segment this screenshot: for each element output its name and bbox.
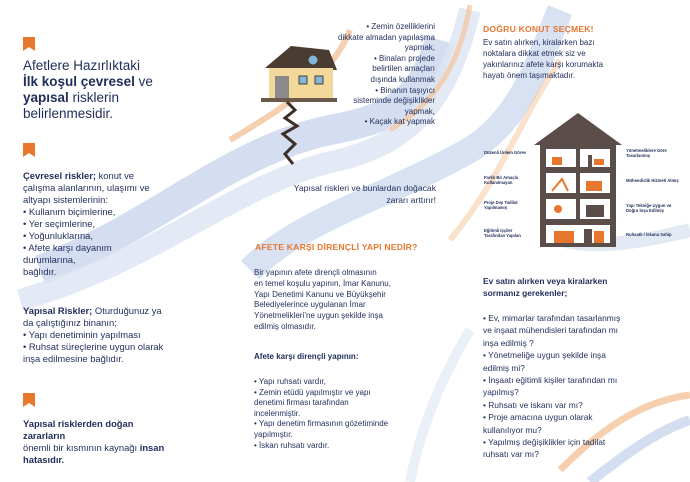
list-item: • Zemin özelliklerini [366,22,435,31]
list-item: • Kaçak kat yapmak [364,117,435,127]
graphic-label: Eğitimli İşçiler Tarafından Yapılan [484,228,521,238]
list-item: • Yer seçimlerine, [23,218,96,229]
list-item: yapılmış? [483,387,519,398]
list-item: • Yoğunluklarına, [23,230,94,241]
list-item: • İskan ruhsatı vardır. [254,440,330,450]
choose-text: Ev satın alırken, kiralarken bazı noktalara dikkat etmek siz ve yakınlarınız afete karşı korumakta hayatı önem taşımaktadır. [483,38,604,80]
list-item: yapmak, [404,43,435,53]
questions-list [483,312,683,461]
list-item: durumlarına, [23,254,76,265]
list-item: • Ev, mimarlar tarafından tasarlanmış [483,313,621,323]
list-item: • Yapı denetim firmasının gözetiminde [254,419,389,429]
bookmark-icon [23,143,35,157]
building-list [254,377,444,451]
list-item: • Ruhsatı ve iskanı var mı? [483,399,583,410]
graphic-label: Yapı Tekniğe Uygun ve Doğru İnşa Edilmiş [626,203,672,213]
damage-origin: Yapısal risklerden doğan zararların önemli bir kısmının kaynağı insan hatasıdır. [23,418,165,465]
graphic-label: Ruhsatlı / İskana Sahip [626,232,672,237]
list-item: denetimi firması tarafından [254,398,349,408]
building-heading: Afete karşı dirençli yapının: [254,352,359,361]
list-item: inşa edilmiş ? [483,337,534,348]
list-item: inşa edilmesine bağlıdır. [23,353,124,364]
graphic-label: Mühendislik Hizmeti Almış [626,178,679,183]
resistant-text: Bir yapının afete dirençli olmasının en temel koşulu yapının, İmar Kanunu, Yapı Denetimi Kanunu ve Büyükşehir Belediyelerince uygulanan İmar Yönetmelikleri’ne uygun şekilde inşa edilmiş olmasıdır. [254,268,391,331]
list-item: yapılmıştır. [254,429,293,439]
list-item: • Binaları projede [373,53,435,63]
list-item: ve inşaat mühendisleri tarafından mı [483,325,619,336]
list-item: • Yapı denetiminin yapılması [23,329,141,340]
structural-risks: Yapısal Riskler; Oturduğunuz ya da çalıştığınız binanın; • Yapı denetiminin yapılması • Ruhsat süreçlerine uygun olarak inşa edilmesine bağlıdır. [23,305,208,365]
list-item: • Binanın taşıyıcı [375,85,435,95]
structural-issues-list [295,22,435,128]
list-item: bağlıdır. [23,266,57,277]
building-illustration [528,105,628,255]
bookmark-icon [23,37,35,51]
resistant-heading: AFETE KARŞI DİRENÇLİ YAPI NEDİR? [255,242,418,252]
list-item: incelenmiştir. [254,408,301,418]
list-item: yapmak, [404,106,435,116]
list-item: • Proje amacına uygun olarak [483,412,593,423]
list-item: • Zemin etüdü yapılmıştır ve yapı [254,387,371,397]
list-item: dikkate almadan yapılaşma [338,32,435,42]
list-item: dışında kullanmak [370,74,435,84]
graphic-label: Düzenli Ünlem Görev [484,150,527,155]
environmental-risks: Çevresel riskler; konut ve çalışma alanlarının, ulaşımı ve altyapı sistemlerinin: • Kullanım biçimlerine, • Yer seçimlerine, • Yoğunluklarına, • Afete karşı dayanım durumlarına, bağlıdır. [23,170,198,278]
list-item: belirtilen amaçları [372,64,435,74]
bookmark-icon [23,393,35,407]
list-item: • Yapı ruhsatı vardır, [254,377,326,386]
questions-heading: Ev satın alırken veya kiralarken sormanız gerekenler; [483,276,608,298]
list-item: kullanılıyor mu? [483,424,542,435]
list-item: • Yapılmış değişiklikler için tadilat [483,437,606,448]
graphic-label: Proje Dışı Tadilat Yapılmamış [484,200,518,210]
list-item: • Afete karşı dayanım [23,242,112,253]
list-item: • Ruhsat süreçlerine uygun olarak [23,341,164,352]
list-item: • İnşaatı eğitimli kişiler tarafından mı [483,375,618,386]
intro-text: Afetlere Hazırlıktaki İlk koşul çevresel ve yapısal risklerin belirlenmesidir. [23,58,153,121]
risk-note: Yapısal riskleri ve bunlardan doğacak zararı arttırır! [293,183,436,205]
graphic-label: Farklı Bir Amaçla Kullanılmayan [484,175,519,185]
choose-heading: DOĞRU KONUT SEÇMEK! [483,24,594,34]
list-item: sisteminde değişiklikler [353,96,435,106]
list-item: • Yönetmeliğe uygun şekilde inşa [483,350,606,361]
list-item: ruhsatı var mı? [483,449,539,460]
list-item: edilmiş mi? [483,362,525,373]
list-item: • Kullanım biçimlerine, [23,206,116,217]
graphic-label: Yönetmeliklere Göre Tasarlanmış [626,148,667,158]
